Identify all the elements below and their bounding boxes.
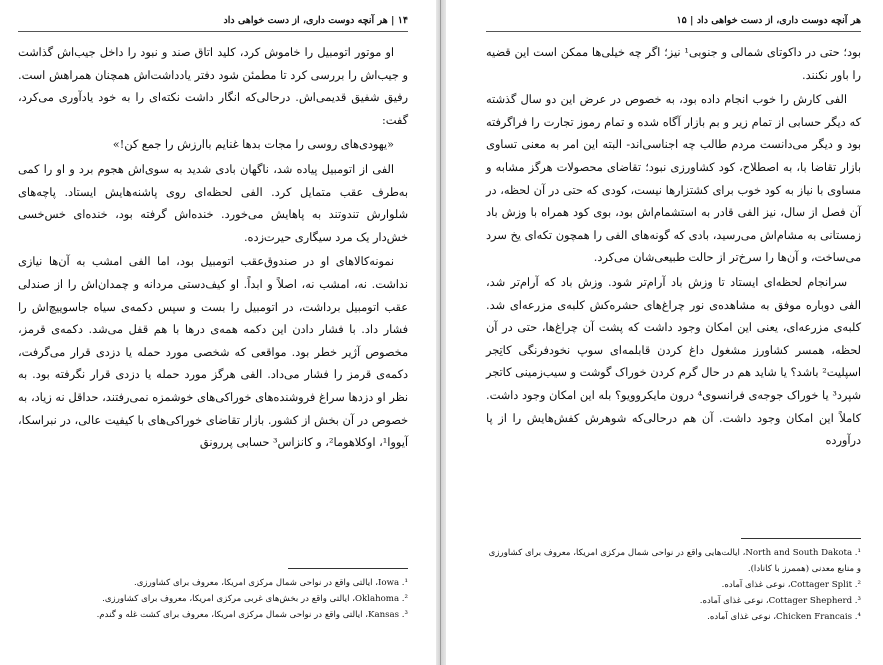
footnote: ³. Cottager Shepherd، نوعی غذای آماده. <box>699 596 861 606</box>
footnotes <box>18 568 408 623</box>
footnote: ². Cottager Split، نوعی غذای آماده. <box>721 580 861 590</box>
footnote-rule <box>288 568 408 569</box>
paragraph: سرانجام لحظه‌ای ایستاد تا وزش باد آرام‌تر شود. وزش باد که آرام‌تر شد، الفی دوباره موفق به مشاهده‌ی نور چراغ‌های حشره‌کش کلبه‌ی مزرعه‌ای شد. کلبه‌ی مزرعه‌ای، یعنی این امکان وجود داشت که پشت آن چراغ‌ها، حتی در آن لحظه، همسر کشاورز مشغول داغ کردن قابلمه‌ای سوپ نخودفرنگی کاتِجر اسپلیت² باشد؟ یا شاید هم در حال گرم کردن خوراک گوشت و سیب‌زمینی کاتجر شپرد³ یا خوراک جوجه‌ی فرانسوی⁴ درون مایکروویو؟ بله این امکان وجود داشت. کاملاً این امکان وجود داشت. آن هم درحالی‌که شوهرش کفش‌هایش را از پا درآورده <box>486 275 861 448</box>
page-header: ۱۴ | هر آنچه دوست داری، از دست خواهی داد <box>18 14 408 32</box>
paragraph: الفی از اتومبیل پیاده شد، ناگهان بادی شدید به سوی‌اش هجوم برد و او را کمی به‌طرف عقب متمایل کرد. الفی لحظه‌ای روی پاشنه‌هایش ایستاد. پاچه‌های شلوارش تندوتند به پاهایش می‌خورد. خنده‌اش گرفته بود، خنده‌ای خس‌خسی خش‌دار یک مرد سیگاری حیرت‌زده. <box>18 162 408 244</box>
footnote: ⁴. Chicken Francais، نوعی غذای آماده. <box>707 612 861 622</box>
paragraph: «یهودی‌های روسی را مجات بدها غنایم باارزش را جمع کن!» <box>112 138 394 152</box>
footnotes <box>486 538 861 625</box>
paragraph: الفی کارش را خوب انجام داده بود، به خصوص در عرض این دو سال گذشته که دیگر حسابی از تمام زیر و بم بازار آگاه شده و تمام رموز تجارت را فراگرفته بود و دیگر می‌دانست مردم طالب چه اجناسی‌اند- البته این امر به معنی تساوی بازار تقاضا با، به اصطلاح، کود کشاورزی نبود؛ تقاضای محصولات هرگز مشابه و مساوی با نیاز به کود خوب برای کشتزارها نیست، کودی که حتی در آن لحظه، در آن فصل از سال، نیز الفی قادر به استشمام‌اش بود، بوی کود همراه با وزش باد زمستانی به مشام‌اش می‌رسید، بادی که گونه‌های الفی را همچون تکه‌ای یخ سرد می‌ساخت، و آن‌ها را سرخ‌تر از حالت طبیعی‌شان می‌کرد. <box>486 93 861 265</box>
page-body <box>18 42 408 455</box>
left-page <box>0 0 436 665</box>
page-body <box>486 42 861 453</box>
footnote: ². Oklahoma، ایالتی واقع در بخش‌های غربی مرکزی امریکا، معروف برای کشاورزی. <box>102 594 408 604</box>
footnote: ¹. North and South Dakota، ایالت‌هایی واقع در نواحی شمال مرکزی امریکا، معروف برای کشاورزی و منابع معدنی (هممرز با کانادا). <box>488 548 861 574</box>
footnote: ³. Kansas، ایالتی واقع در نواحی شمال مرکزی امریکا، معروف برای کشت غله و گندم. <box>96 610 408 620</box>
paragraph: نمونه‌کالاهای او در صندوق‌عقب اتومبیل بود، اما الفی امشب به آن‌ها نیازی نداشت. نه، امشب نه، اصلاً و ابداً. او کیف‌دستی مردانه و چمدان‌اش را از صندلی عقب اتومبیل برداشت، در اتومبیل را بست و سپس دکمه‌ی سیاه جاسوییچ‌اش را فشار داد. با فشار دادن این دکمه همه‌ی درها با هم قفل می‌شد. دکمه‌ی قرمز، مخصوص آژیر خطر بود. مواقعی که شخصی مورد حمله یا دزدی قرار می‌گرفت، دکمه‌ی قرمز را فشار می‌داد. الفی هرگز مورد حمله یا دزدی قرار نگرفته بود. به نظر او دزدها سراغ فروشنده‌های خوراکی‌های خوشمزه نمی‌رفتند، حداقل نه زیاد، به خصوص در آن بخش از کشور. بازار تقاضای خوراکی‌های با کیفیت عالی، در نبراسکا، آیووا¹، اوکلاهوما²، و کانزاس³ حسابی پررونق <box>18 255 408 450</box>
right-page <box>446 0 883 665</box>
paragraph: بود؛ حتی در داکوتای شمالی و جنوبی¹ نیز؛ اگر چه خیلی‌ها ممکن است این قضیه را باور نکنند. <box>486 46 861 82</box>
footnote: ¹. Iowa، ایالتی واقع در نواحی شمال مرکزی امریکا، معروف برای کشاورزی. <box>133 578 408 588</box>
book-gutter <box>436 0 446 665</box>
footnote-rule <box>741 538 861 539</box>
paragraph: او موتور اتومبیل را خاموش کرد، کلید اتاق صند و نبود را داخل جیب‌اش گذاشت و جیب‌اش را بررسی کرد تا مطمئن شود دفتر یادداشت‌اش همچنان همراهش است. رفیق شفیق قدیمی‌اش. درحالی‌که انگار داشت نکته‌ای را به خود یادآوری می‌کرد، گفت: <box>18 46 408 127</box>
page-header: هر آنچه دوست داری، از دست خواهی داد | ۱۵ <box>486 14 861 32</box>
